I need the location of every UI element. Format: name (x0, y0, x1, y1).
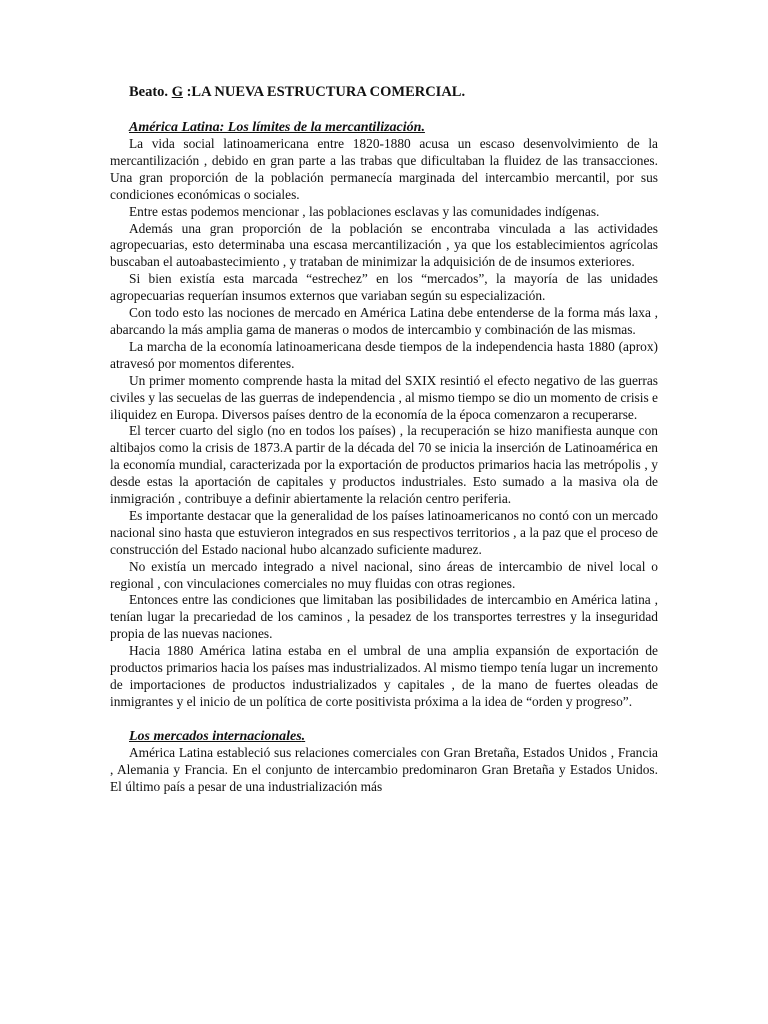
paragraph: Es importante destacar que la generalidad de los países latinoamericanos no contó con un mercado nacional sino hasta que estuvieron integrados en sus respectivos territorios , a la paz que el proceso de construcción del Estado nacional hubo alcanzado suficiente madurez. (110, 507, 658, 557)
section-heading (129, 119, 658, 136)
document-title (129, 82, 658, 102)
paragraph: Un primer momento comprende hasta la mitad del SXIX resintió el efecto negativo de las guerras civiles y las secuelas de las guerras de independencia , al mismo tiempo se dio un momento de crisis e iliquidez en Europa. Diversos países dentro de la economía de la época comenzaron a recuperarse. (110, 372, 658, 422)
paragraph: El tercer cuarto del siglo (no en todos los países) , la recuperación se hizo manifiesta aunque con altibajos como la crisis de 1873.A partir de la década del 70 se inicia la inserción de Latinoamérica en la economía mundial, caracterizada por la exportación de productos primarios hacia las metrópolis , y desde estas la aportación de capitales y productos industriales. Esto sumado a la masiva ola de inmigración , contribuye a definir abiertamente la relación centro periferia. (110, 423, 658, 507)
paragraph: América Latina estableció sus relaciones comerciales con Gran Bretaña, Estados Unidos , Francia , Alemania y Francia. En el conjunto de intercambio predominaron Gran Bretaña y Estados Unidos. El último país a pesar de una industrialización más (110, 744, 658, 794)
section-heading (129, 728, 658, 745)
section-mercados-internacionales (110, 728, 658, 796)
paragraph: La vida social latinoamericana entre 1820-1880 acusa un escaso desenvolvimiento de la mercantilización , debido en gran parte a las trabas que dificultaban la fluidez de las transacciones. Una gran proporción de la población permanecía marginada del intercambio mercantil, por sus condiciones económicas o sociales. (110, 136, 658, 202)
section-heading-suffix: . (421, 120, 425, 135)
paragraph: Hacia 1880 América latina estaba en el umbral de una amplia expansión de exportación de productos primarios hacia los países mas industrializados. Al mismo tiempo tenía lugar un incremento de importaciones de productos industrializados y capitales , de la mano de fuertes oleadas de inmigrantes y el inicio de un política de corte positivista próxima a la idea de “orden y progreso”. (110, 643, 658, 709)
section-heading-text: Los mercados internacionales (129, 728, 302, 744)
document-page (110, 82, 658, 796)
section-heading-text: América Latina: Los límites de la mercantilización (129, 120, 422, 135)
title-author: Beato. (129, 84, 169, 100)
paragraph: No existía un mercado integrado a nivel nacional, sino áreas de intercambio de nivel local o regional , con vinculaciones comerciales no muy fluidas con otras regiones. (110, 558, 658, 591)
section-heading-suffix: . (301, 728, 306, 744)
paragraph: Si bien existía esta marcada “estrechez” en los “mercados”, la mayoría de las unidades agropecuarias requerían insumos externos que variaban según su especialización. (110, 271, 658, 304)
section-america-latina (110, 119, 658, 711)
paragraph: Además una gran proporción de la población se encontraba vinculada a las actividades agropecuarias, esto determinaba una escasa mercantilización , ya que los establecimientos agrícolas buscaban el autoabastecimiento , y trataban de minimizar la adquisición de de insumos exteriores. (110, 220, 658, 270)
paragraph: Con todo esto las nociones de mercado en América Latina debe entenderse de la forma más laxa , abarcando la más amplia gama de maneras o modos de intercambio y combinación de las mismas. (110, 305, 658, 337)
paragraph: Entonces entre las condiciones que limitaban las posibilidades de intercambio en América latina , tenían lugar la precariedad de los caminos , la pesadez de los transportes terrestres y la inseguridad propia de las nuevas naciones. (110, 592, 658, 642)
title-text: :LA NUEVA ESTRUCTURA COMERCIAL. (186, 84, 466, 100)
title-initial: G (171, 84, 183, 100)
paragraph: La marcha de la economía latinoamericana desde tiempos de la independencia hasta 1880 (aprox) atravesó por momentos diferentes. (110, 338, 658, 371)
paragraph: Entre estas podemos mencionar , las poblaciones esclavas y las comunidades indígenas. (129, 203, 600, 219)
